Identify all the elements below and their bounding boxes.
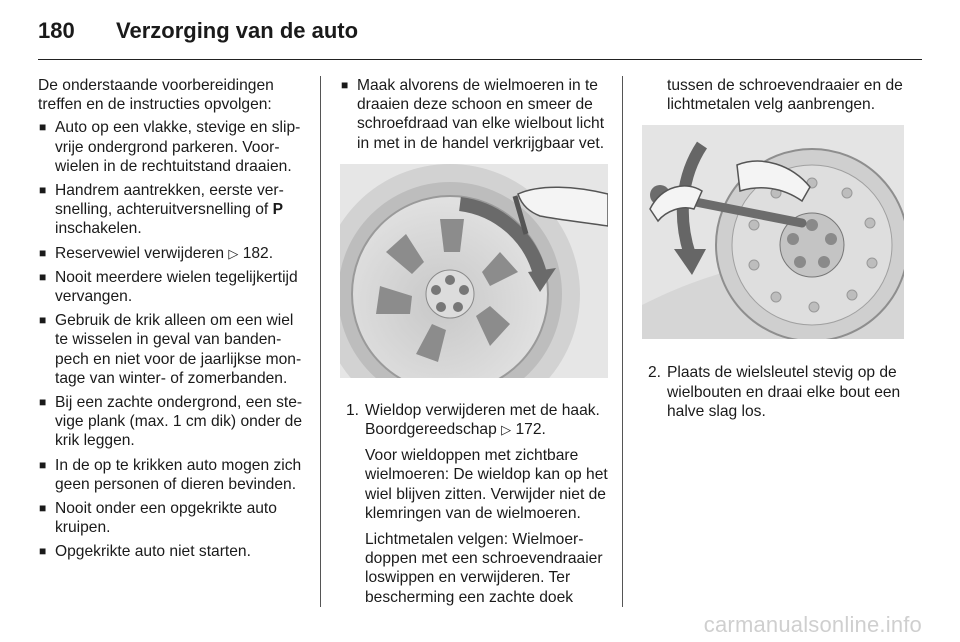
page-title: Verzorging van de auto xyxy=(116,18,359,43)
page-reference[interactable]: 182. xyxy=(242,244,274,262)
header-rule xyxy=(38,59,922,60)
page-header xyxy=(38,18,358,48)
gear-letter: P xyxy=(272,201,283,219)
list-item: ■ Bij een zachte ondergrond, een stevige plank (max. 1 cm dik) onder de krik leggen. xyxy=(38,393,304,451)
column-divider-1 xyxy=(320,76,321,607)
list-item: ■ Nooit meerdere wielen tegelijkertijd vervangen. xyxy=(38,268,304,306)
page-number: 180 xyxy=(38,18,75,43)
column-1 xyxy=(38,76,304,562)
list-item: ■ Gebruik de krik alleen om een wiel te wisselen in geval van bandenpech en niet voor de jaarlijkse montage van winter- of zomerbanden. xyxy=(38,311,304,388)
step-1: 1. Wieldop verwijderen met de haak. Boordgereedschap ▷ 172. Voor wieldoppen met zichtbare wielmoeren: De wieldop kan op het wiel blijven zitten. Verwijder niet de klemringen van de wielmoeren. Lichtmetalen velgen: Wielmoerdoppen met een schroevendraaier loswippen en verwijderen. Ter bescherming een zachte doek xyxy=(346,401,608,606)
triangle-right-icon: ▷ xyxy=(501,422,512,438)
triangle-right-icon: ▷ xyxy=(228,245,239,261)
column-3 xyxy=(642,76,904,421)
column-divider-2 xyxy=(622,76,623,607)
intro-text: De onderstaande voorbereidingen treffen en de instructies opvolgen: xyxy=(38,77,274,114)
steps-list xyxy=(340,401,608,607)
page-reference[interactable]: 172. xyxy=(515,421,546,439)
list-item: ■ Maak alvorens de wielmoeren in te draaien deze schoon en smeer de schroefdraad van elke wielbout licht in met in de handel verkrijgbaar vet. xyxy=(340,76,608,153)
list-item: ■ In de op te krikken auto mogen zich geen personen of dieren bevinden. xyxy=(38,456,304,494)
list-item: ■ Opgekrikte auto niet starten. xyxy=(38,542,304,561)
wheel-bolt-loosening-illustration xyxy=(642,125,904,339)
continuation-text: tussen de schroevendraaier en de lichtmetalen velg aanbrengen. xyxy=(667,77,903,114)
column-2 xyxy=(340,76,608,607)
list-item: ■ Nooit onder een opgekrikte auto kruipen. xyxy=(38,499,304,537)
grease-list xyxy=(340,76,608,153)
list-item: ■ Auto op een vlakke, stevige en slipvrije ondergrond parkeren. Voorwielen in de rechtuitstand draaien. xyxy=(38,118,304,176)
steps-list-continued xyxy=(642,363,904,421)
watermark: carmanualsonline.info xyxy=(703,612,922,637)
list-item: ■ Handrem aantrekken, eerste versnelling, achteruitversnelling of P inschakelen. xyxy=(38,181,304,239)
list-item: ■ Reservewiel verwijderen ▷ 182. xyxy=(38,244,304,263)
wheel-cover-removal-illustration xyxy=(340,164,608,378)
step-2: 2. Plaats de wielsleutel stevig op de wielbouten en draai elke bout een halve slag los. xyxy=(648,364,901,420)
preparation-list xyxy=(38,118,304,561)
